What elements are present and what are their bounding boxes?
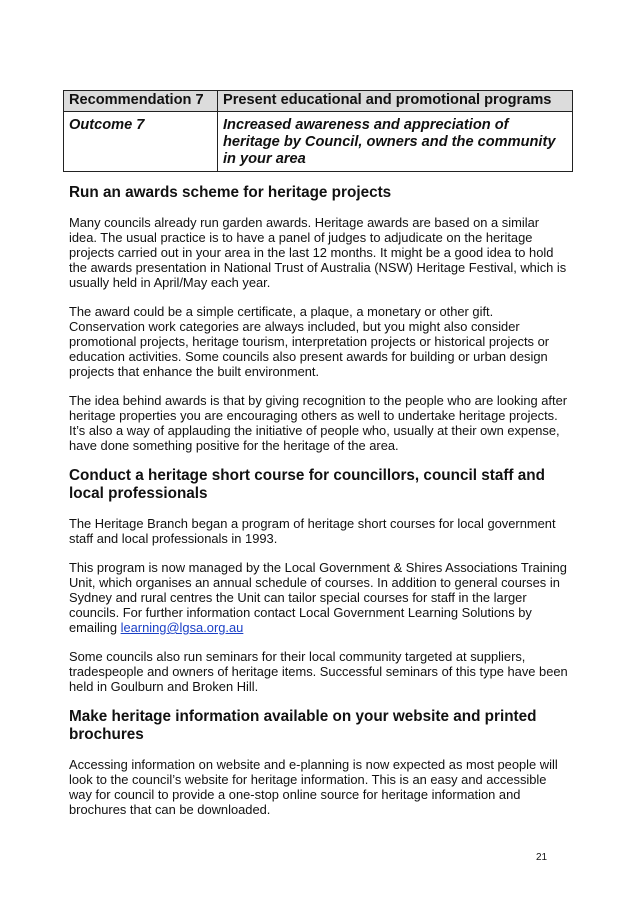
course-paragraph-2-text: This program is now managed by the Local Government & Shires Associations Training Unit, which organises an annual schedule of courses. In addition to general courses in Sydney and rural centres the Unit can tailor special courses for staff in the larger councils. For further information contact Local Government Learning Solutions by emailing [69,560,567,635]
awards-heading: Run an awards scheme for heritage projects [69,184,392,201]
email-link[interactable]: learning@lgsa.org.au [120,620,244,635]
website-paragraph-1: Accessing information on website and e-planning is now expected as most people will look to the council’s website for heritage information. This is an easy and accessible way for council to provide a one-stop online source for heritage information and brochures that can be downloaded. [69,757,558,817]
recommendation-value: Present educational and promotional programs [218,91,573,112]
main-content [69,184,569,831]
awards-paragraph-2: The award could be a simple certificate, a plaque, a monetary or other gift. Conservation work categories are always included, but you might also consider promotional projects, heritage tourism, interpretation projects or historical projects or education activities. Some councils also present awards for building or urban design projects that enhance the built environment. [69,304,550,379]
outcome-label: Outcome 7 [64,112,218,172]
course-paragraph-1: The Heritage Branch began a program of heritage short courses for local government staff and local professionals in 1993. [69,516,556,546]
outcome-row [64,112,573,172]
recommendation-label: Recommendation 7 [64,91,218,112]
recommendation-table [63,90,573,172]
course-paragraph-3: Some councils also run seminars for their local community targeted at suppliers, tradespeople and owners of heritage items. Successful seminars of this type have been held in Goulburn and Broken Hill. [69,649,568,694]
recommendation-row [64,91,573,112]
awards-paragraph-3: The idea behind awards is that by giving recognition to the people who are looking after heritage properties you are encouraging others as well to undertake heritage projects. It’s also a way of applauding the initiative of people who, usually at their own expense, have done something positive for the heritage of the area. [69,393,568,453]
course-paragraph-2 [69,560,569,635]
website-heading: Make heritage information available on your website and printed brochures [69,708,537,743]
course-heading: Conduct a heritage short course for councillors, council staff and local professionals [69,467,545,502]
outcome-value: Increased awareness and appreciation of heritage by Council, owners and the community in your area [218,112,573,172]
awards-paragraph-1: Many councils already run garden awards. Heritage awards are based on a similar idea. The usual practice is to have a panel of judges to adjudicate on the heritage projects carried out in your area in the last 12 months. It might be a good idea to hold the awards presentation in National Trust of Australia (NSW) Heritage Festival, which is usually held in April/May each year. [69,215,567,290]
page-number: 21 [536,852,548,863]
